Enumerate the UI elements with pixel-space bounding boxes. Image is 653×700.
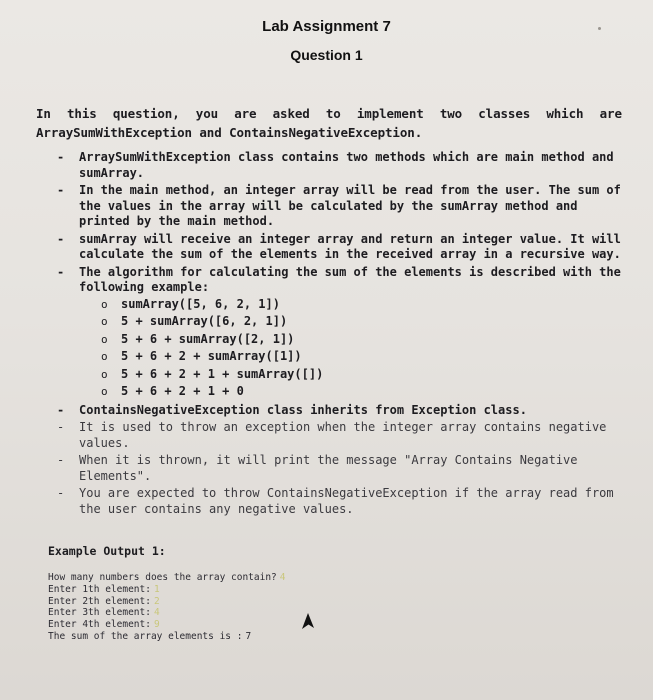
console-line: The sum of the array elements is : 7 [48,630,252,642]
example-step: o 5 + 6 + 2 + sumArray([1]) [101,348,622,366]
circle-bullet-icon: o [101,315,108,328]
list-item: - ArraySumWithException class contains two methods which are main method and sumArray. [57,150,614,180]
list-item: - sumArray will receive an integer array and return an integer value. It will calculate the sum of the elements in the received array in a recursive way. [57,231,621,261]
intro-word: are [234,106,257,121]
circle-bullet-icon: o [101,385,108,398]
intro-word: this [66,106,97,121]
example-step: o 5 + 6 + 2 + 1 + 0 [101,383,622,401]
dash-bullet-icon: - [57,453,65,467]
intro-word: you [195,106,219,121]
intro-line-2: ArraySumWithException and ContainsNegativeException. [36,125,423,140]
example-step: o 5 + sumArray([6, 2, 1]) [101,313,622,331]
list-item: - When it is thrown, it will print the message "Array Contains Negative Elements". [57,453,578,483]
dash-bullet-icon: - [57,150,65,164]
list-item: - You are expected to throw ContainsNegativeException if the array read from the user contains any negative values. [57,486,614,516]
dash-bullet-icon: - [57,486,65,500]
console-line: Enter 1th element: 1 [48,583,160,595]
intro-word: question, [112,106,180,121]
intro-word: which [546,106,584,121]
page-title: Lab Assignment 7 [262,18,391,35]
question-title: Question 1 [290,47,363,63]
list-item: - In the main method, an integer array will be read from the user. The sum of the values in the array will be calculated by the sumArray method and printed by the main method. [57,183,621,228]
list-item: - It is used to throw an exception when the integer array contains negative values. [57,420,607,450]
example-output-heading: Example Output 1: [48,544,166,558]
list-item: - ContainsNegativeException class inherits from Exception class. [57,402,527,417]
mouse-cursor-icon [300,612,316,632]
console-line: How many numbers does the array contain? 4 [48,572,286,583]
dash-bullet-icon: - [57,402,65,417]
intro-word: implement [356,106,424,121]
intro-word: to [325,106,341,121]
example-step: o 5 + 6 + 2 + 1 + sumArray([]) [101,366,622,384]
requirements-list [57,150,622,519]
dash-bullet-icon: - [57,264,65,279]
intro-word: are [599,106,622,121]
intro-paragraph [36,104,622,142]
intro-word: classes [478,106,531,121]
example-step: o 5 + 6 + sumArray([2, 1]) [101,331,622,349]
circle-bullet-icon: o [101,367,108,381]
circle-bullet-icon: o [101,332,108,346]
console-line: Enter 3th element: 4 [48,607,160,619]
circle-bullet-icon: o [101,297,108,311]
console-output [48,572,286,643]
example-steps-list [79,296,622,401]
intro-word: asked [272,106,310,121]
dash-bullet-icon: - [57,183,65,197]
intro-word: In [36,106,51,121]
example-step: o sumArray([5, 6, 2, 1]) [101,296,622,314]
circle-bullet-icon: o [101,350,108,363]
list-item: - The algorithm for calculating the sum of the elements is described with the following example: o sumArray([5, 6, 2, 1]) o 5 + sumArray([6, 2, 1]) o 5 + 6 + sumArray([2, 1]) o 5 + 6 + 2 + sumArray([1]) o 5 + 6 + 2 + 1 + sumArray([]) o 5 + 6 + 2 + 1 + 0 [57,265,622,401]
console-line: Enter 4th element: 9 [48,619,160,631]
console-line: Enter 2th element: 2 [48,595,160,607]
intro-word: two [439,106,463,121]
intro-line-1 [36,104,622,123]
dash-bullet-icon: - [57,231,65,246]
dash-bullet-icon: - [57,420,65,434]
